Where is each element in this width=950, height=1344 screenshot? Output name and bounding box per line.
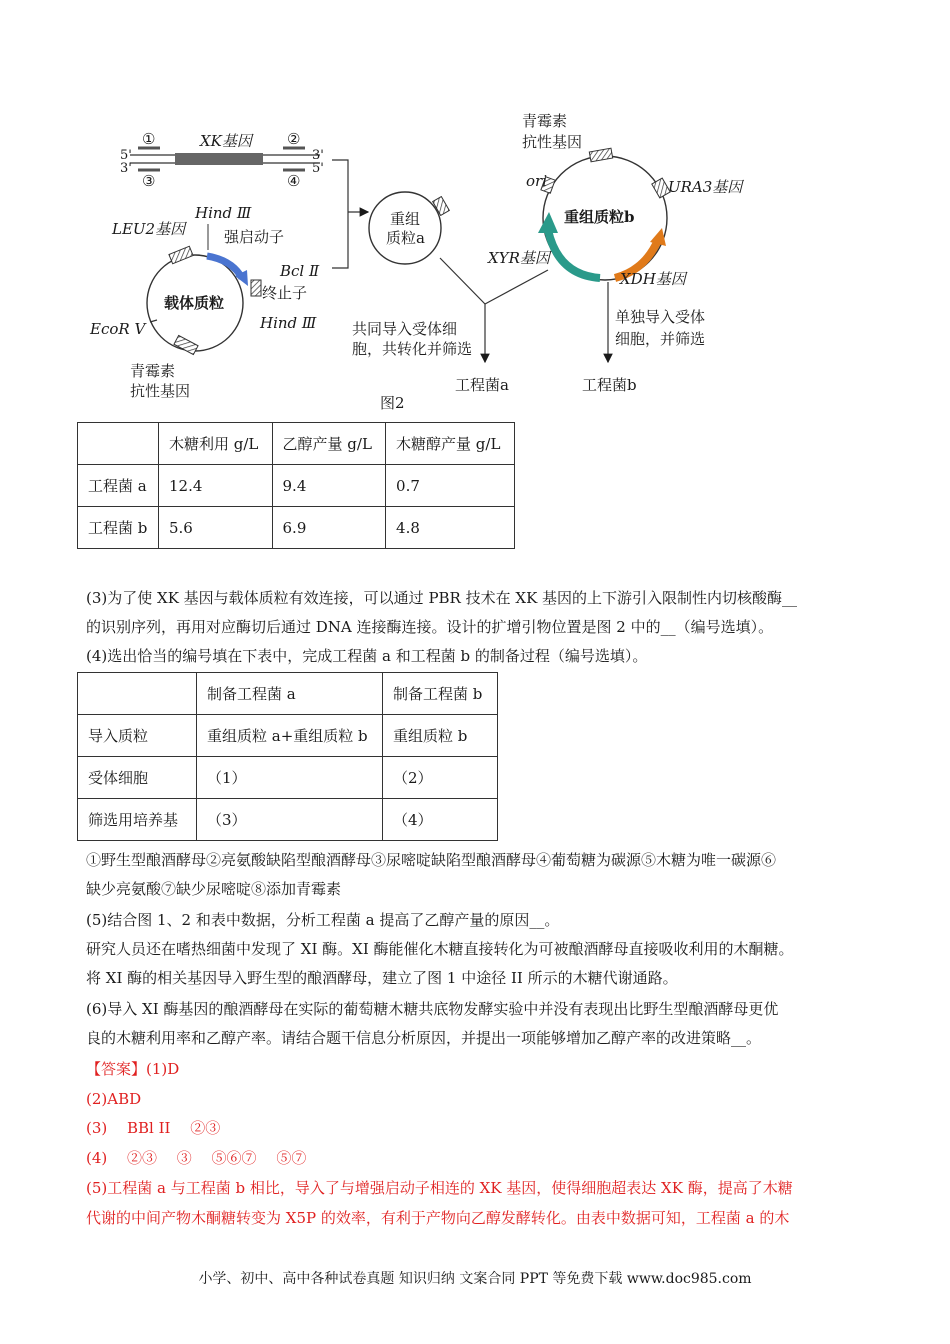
recomb-b-label: 重组质粒b — [564, 208, 635, 226]
ampr-left-label-1: 青霉素 — [130, 362, 176, 380]
table-cell: 重组质粒 b — [383, 715, 498, 757]
table-row — [78, 465, 515, 507]
recomb-a-label-1: 重组 — [390, 210, 421, 228]
strong-promoter-label: 强启动子 — [224, 228, 285, 246]
single-transform-label-2: 细胞，并筛选 — [615, 330, 706, 348]
info-line-2: 将 XI 酶的相关基因导入野生型的酿酒酵母，建立了图 1 中途径 II 所示的木糖代谢通路。 — [86, 969, 678, 987]
answer-4: (4) ②③ ③ ⑤⑥⑦ ⑤⑦ — [86, 1149, 307, 1167]
page-footer: 小学、初中、高中各种试卷真题 知识归纳 文案合同 PPT 等免费下载 www.doc985.com — [198, 1271, 752, 1287]
xyr-label: XYR基因 — [488, 249, 550, 267]
recombinant-plasmid-a — [369, 192, 449, 264]
primer-2-label: ② — [287, 130, 301, 148]
table-cell: （4） — [383, 799, 498, 841]
xk-gene-label: XK基因 — [200, 132, 252, 150]
ampr-left-box — [174, 335, 198, 354]
table-cell: 筛选用培养基 — [78, 799, 197, 841]
table-header-cell: 木糖利用 g/L — [159, 423, 273, 465]
strain-b-label: 工程菌b — [582, 376, 637, 394]
ampr-left-label-2: 抗性基因 — [130, 382, 191, 400]
question-5-line-1: (5)结合图 1、2 和表中数据，分析工程菌 a 提高了乙醇产量的原因__。 — [86, 911, 560, 929]
question-6-line-2: 良的木糖利用率和乙醇产率。请结合题干信息分析原因，并提出一项能够增加乙醇产率的改进策略__。 — [86, 1029, 762, 1047]
table-cell: （1） — [197, 757, 383, 799]
xdh-label: XDH基因 — [620, 270, 686, 288]
options-line-1: ①野生型酿酒酵母②亮氨酸缺陷型酿酒酵母③尿嘧啶缺陷型酿酒酵母④葡萄糖为碳源⑤木糖为唯一碳源⑥ — [86, 851, 777, 869]
recomb-a-box — [433, 197, 450, 216]
answer-label: 【答案】(1)D — [86, 1060, 180, 1078]
table-header-cell: 乙醇产量 g/L — [272, 423, 386, 465]
table-header-cell: 制备工程菌 a — [197, 673, 383, 715]
table-row — [78, 799, 498, 841]
terminator-label: 终止子 — [262, 284, 308, 302]
table-cell: 导入质粒 — [78, 715, 197, 757]
table-cell: 工程菌 b — [78, 507, 159, 549]
table-row — [78, 507, 515, 549]
table-header-row — [78, 423, 515, 465]
co-transform-label-1: 共同导入受体细 — [352, 320, 458, 338]
join-bracket — [332, 160, 368, 268]
table-cell: 4.8 — [386, 507, 515, 549]
table-header-cell — [78, 673, 197, 715]
options-line-2: 缺少亮氨酸⑦缺少尿嘧啶⑧添加青霉素 — [86, 880, 342, 898]
strain-a-label: 工程菌a — [455, 376, 509, 394]
xk-fragment — [120, 130, 324, 190]
results-table — [77, 422, 515, 549]
ampr-right-box — [589, 148, 612, 162]
table-cell: 12.4 — [159, 465, 273, 507]
vector-plasmid-label: 载体质粒 — [164, 294, 225, 312]
xyr-gene-arrow — [548, 230, 600, 278]
hind3-bottom-label: Hind Ⅲ — [260, 314, 317, 332]
end-3-right: 3' — [312, 148, 324, 163]
table-cell: 0.7 — [386, 465, 515, 507]
end-5-left: 5' — [120, 148, 132, 163]
table-cell: 重组质粒 a+重组质粒 b — [197, 715, 383, 757]
table-cell: （3） — [197, 799, 383, 841]
primer-1-label: ① — [142, 130, 156, 148]
terminator-box — [251, 280, 261, 296]
ura3-label: URA3基因 — [668, 178, 743, 196]
table-row — [78, 757, 498, 799]
primer-4-label: ④ — [287, 172, 301, 190]
question-6-line-1: (6)导入 XI 酶基因的酿酒酵母在实际的葡萄糖木糖共底物发酵实验中并没有表现出比野生型酿酒酵母更优 — [86, 1000, 779, 1018]
table-header-cell: 制备工程菌 b — [383, 673, 498, 715]
question-4-line-1: (4)选出恰当的编号填在下表中，完成工程菌 a 和工程菌 b 的制备过程（编号选填）。 — [86, 647, 648, 665]
table-header-cell: 木糖醇产量 g/L — [386, 423, 515, 465]
end-3-left: 3' — [120, 161, 132, 176]
recomb-a-label-2: 质粒a — [386, 229, 425, 247]
answer-5-line-1: (5)工程菌 a 与工程菌 b 相比，导入了与增强启动子相连的 XK 基因，使得细胞超表达 XK 酶，提高了木糖 — [86, 1179, 793, 1197]
ampr-right-label-1: 青霉素 — [522, 112, 568, 130]
question-3-line-2: 的识别序列，再用对应酶切后通过 DNA 连接酶连接。设计的扩增引物位置是图 2 中的__（编号选填）。 — [86, 618, 774, 636]
recombinant-plasmid-b — [487, 112, 744, 288]
vector-plasmid — [89, 204, 320, 400]
xk-gene-block — [175, 153, 263, 165]
table-cell: 受体细胞 — [78, 757, 197, 799]
ori-label: ori — [526, 172, 547, 190]
leu2-gene-box — [169, 246, 193, 264]
answer-3: (3) BBl II ②③ — [86, 1119, 221, 1137]
ampr-right-label-2: 抗性基因 — [522, 133, 583, 151]
table-cell: 5.6 — [159, 507, 273, 549]
table-cell: 9.4 — [272, 465, 386, 507]
bcl2-label: Bcl Ⅱ — [280, 262, 320, 280]
co-transform-label-2: 胞，共转化并筛选 — [352, 340, 473, 358]
leu2-label: LEU2基因 — [112, 220, 186, 238]
hind3-top-label: Hind Ⅲ — [195, 204, 252, 222]
preparation-table — [77, 672, 498, 841]
table-header-row — [78, 673, 498, 715]
table-row — [78, 715, 498, 757]
primer-3-label: ③ — [142, 172, 156, 190]
end-5-right: 5' — [312, 161, 324, 176]
answer-5-line-2: 代谢的中间产物木酮糖转变为 X5P 的效率，有利于产物向乙醇发酵转化。由表中数据可知，工程菌 a 的木 — [86, 1209, 790, 1227]
question-3-line-1: (3)为了使 XK 基因与载体质粒有效连接，可以通过 PBR 技术在 XK 基因的上下游引入限制性内切核酸酶__ — [86, 589, 798, 607]
table-header-cell — [78, 423, 159, 465]
answer-2: (2)ABD — [86, 1090, 142, 1108]
table-cell: （2） — [383, 757, 498, 799]
table-cell: 工程菌 a — [78, 465, 159, 507]
figure-2-diagram — [90, 100, 743, 422]
strong-promoter-arrow — [207, 256, 242, 278]
figure-caption: 图2 — [380, 394, 405, 412]
single-transform-label-1: 单独导入受体 — [615, 308, 706, 326]
info-line-1: 研究人员还在嗜热细菌中发现了 XI 酶。XI 酶能催化木糖直接转化为可被酿酒酵母直接吸收利用的木酮糖。 — [86, 940, 794, 958]
ecorv-label: EcoR Ⅴ — [90, 320, 146, 338]
table-cell: 6.9 — [272, 507, 386, 549]
